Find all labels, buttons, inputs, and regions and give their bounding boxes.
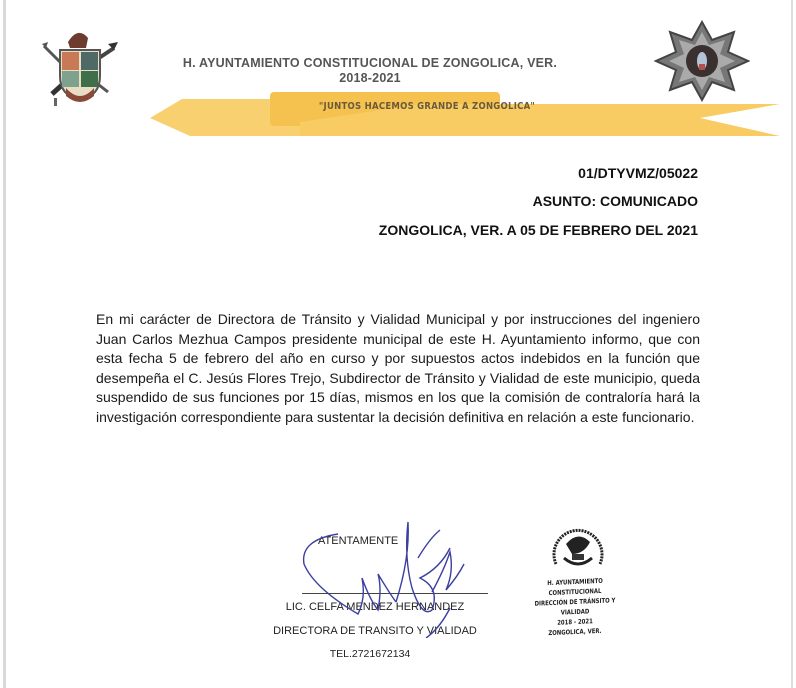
document-subject: ASUNTO: COMUNICADO bbox=[532, 193, 698, 209]
signature-line bbox=[302, 593, 488, 594]
slogan-text: "JUNTOS HACEMOS GRANDE A ZONGOLICA" bbox=[318, 101, 536, 112]
mexican-coat-of-arms-seal-icon bbox=[548, 524, 608, 578]
slogan-banner bbox=[90, 92, 780, 140]
place-and-date: ZONGOLICA, VER. A 05 DE FEBRERO DEL 2021 bbox=[378, 222, 698, 238]
closing-text: ATENTAMENTE bbox=[318, 535, 399, 547]
signatory-role: DIRECTORA DE TRANSITO Y VIALIDAD bbox=[273, 625, 477, 637]
signatory-name: LIC. CELFA MENDEZ HERNANDEZ bbox=[285, 601, 465, 613]
seal-line: DIRECCIÓN DE TRÁNSITO Y VIALIDAD bbox=[534, 596, 616, 617]
seal-line: H. AYUNTAMIENTO CONSTITUCIONAL bbox=[547, 576, 603, 598]
official-seal-text bbox=[522, 575, 629, 640]
seal-line: ZONGOLICA, VER. bbox=[548, 626, 602, 638]
page-edge-right bbox=[791, 0, 793, 688]
document-number: 01/DTYVMZ/05022 bbox=[578, 165, 698, 181]
seal-line: 2018 - 2021 bbox=[557, 617, 593, 627]
transit-police-star-icon bbox=[654, 20, 750, 102]
institution-header bbox=[160, 56, 580, 86]
signatory-phone: TEL.2721672134 bbox=[329, 648, 411, 660]
communique-body: En mi carácter de Directora de Tránsito y Vialidad Municipal y por instrucciones del ingeniero Juan Carlos Mezhua Campos presidente municipal de este H. Ayuntamiento informo, que con esta fecha 5 de febrero del año en curso y por supuestos actos indebidos en la función que desempeña el C. Jesús Flores Trejo, Subdirector de Tránsito y Vialidad de este municipio, queda suspendido de sus funciones por 15 días, mismos en los que la comisión de contraloría hará la investigación correspondiente para sustentar la decisión definitiva en relación a este funcionario. bbox=[96, 311, 700, 425]
institution-name: H. AYUNTAMIENTO CONSTITUCIONAL DE ZONGOLICA, VER. bbox=[182, 56, 558, 70]
administration-period: 2018-2021 bbox=[339, 71, 401, 85]
page-edge-left bbox=[3, 0, 6, 688]
